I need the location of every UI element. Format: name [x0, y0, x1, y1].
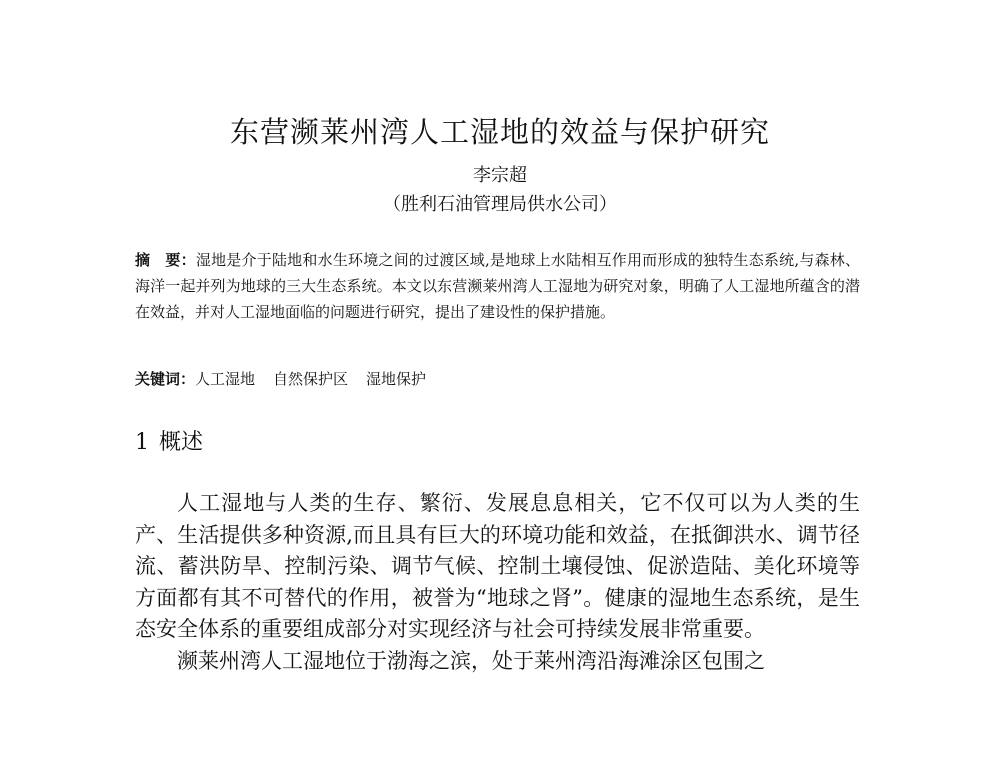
- keywords-label: 关键词：: [135, 370, 196, 388]
- paper-title: 东营濒莱州湾人工湿地的效益与保护研究: [229, 115, 770, 149]
- author-affiliation: （胜利石油管理局供水公司）: [383, 194, 617, 215]
- author-name: 李宗超: [473, 165, 527, 186]
- section-number: 1: [135, 430, 149, 455]
- section-title: 概述: [159, 430, 204, 455]
- body-paragraph: 濒莱州湾人工湿地位于渤海之滨，处于莱州湾沿海滩涂区包围之: [177, 648, 765, 673]
- keyword-item: 人工湿地: [195, 370, 256, 388]
- abstract-text: 湿地是介于陆地和水生环境之间的过渡区域,是地球上水陆相互作用而形成的独特生态系统,与森林、海洋一起并列为地球的三大生态系统。本文以东营濒莱州湾人工湿地为研究对象，明确了人工湿地所蕴含的潜在效益，并对人工湿地面临的问题进行研究，提出了建设性的保护措施。: [135, 251, 860, 321]
- keyword-item: 自然保护区: [273, 370, 349, 388]
- abstract: [135, 247, 860, 325]
- section-body: [135, 488, 860, 677]
- section-heading: [135, 428, 203, 458]
- keyword-item: 湿地保护: [366, 370, 427, 388]
- abstract-label: 摘 要：: [135, 251, 196, 269]
- body-paragraph: 人工湿地与人类的生存、繁衍、发展息息相关，它不仅可以为人类的生产、生活提供多种资源,而且具有巨大的环境功能和效益，在抵御洪水、调节径流、蓄洪防旱、控制污染、调节气候、控制土壤侵蚀、促淤造陆、美化环境等方面都有其不可替代的作用，被誉为“地球之肾”。健康的湿地生态系统，是生态安全体系的重要组成部分对实现经济与社会可持续发展非常重要。: [135, 491, 860, 641]
- keywords: [135, 366, 860, 392]
